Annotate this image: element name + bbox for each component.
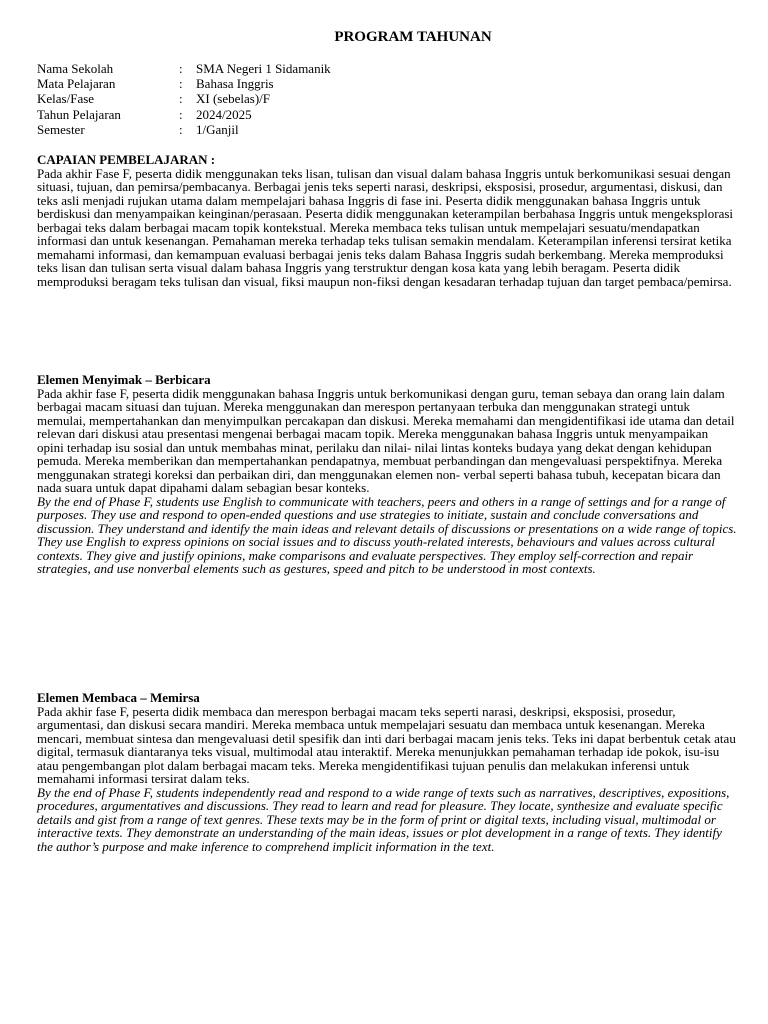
membaca-section — [37, 691, 737, 853]
menyimak-heading: Elemen Menyimak – Berbicara — [37, 372, 211, 387]
identity-row-year — [37, 107, 737, 122]
membaca-paragraph-en: By the end of Phase F, students independently read and respond to a wide range of texts such as narratives, descriptives, expositions, procedures, argumentatives and discussions. They read to learn and read for pleasure. They locate, synthesize and evaluate specific details and gist from a range of text genres. These texts may be in the form of print or digital texts, including visual, multimodal or interactive texts. They demonstrate an understanding of the main ideas, issues or plot development in a range of texts. They identify the author’s purpose and make inference to comprehend implicit information in the text. — [37, 784, 730, 854]
menyimak-paragraph-id: Pada akhir fase F, peserta didik menggunakan bahasa Inggris untuk berkomunikasi dengan guru, teman sebaya dan orang lain dalam berbagai macam situasi dan tujuan. Mereka menggunakan dan merespon pertanyaan terbuka dan menggunakan strategi untuk memulai, mempertahankan dan menyimpulkan percakapan dan diskusi. Mereka memahami dan mengidentifikasi ide utama dan detail relevan dari diskusi atau presentasi mengenai berbagai macam topik. Mereka menggunakan bahasa Inggris untuk menyampaikan opini terhadap isu sosial dan untuk membahas minat, perilaku dan nilai- nilai lintas konteks budaya yang dekat dengan kehidupan pemuda. Mereka memberikan dan mempertahankan pendapatnya, membuat perbandingan dan mengevaluasi perspektifnya. Mereka menggunakan strategi koreksi dan perbaikan diri, dan menggunakan elemen non- verbal seperti bahasa tubuh, kecepatan bicara dan nada suara untuk dapat dipahami dalam sebagian besar konteks. — [37, 385, 735, 495]
identity-table — [37, 61, 737, 137]
identity-row-semester — [37, 122, 737, 137]
identity-row-school — [37, 61, 737, 76]
identity-value: 1/Ganjil — [196, 121, 239, 137]
identity-value: XI (sebelas)/F — [196, 91, 271, 107]
capaian-heading: CAPAIAN PEMBELAJARAN : — [37, 152, 216, 167]
identity-label: Mata Pelajaran — [37, 76, 116, 92]
identity-label: Tahun Pelajaran — [37, 106, 121, 122]
identity-label: Nama Sekolah — [37, 61, 114, 76]
identity-value: SMA Negeri 1 Sidamanik — [196, 61, 331, 76]
membaca-heading: Elemen Membaca – Memirsa — [37, 690, 200, 705]
identity-label: Kelas/Fase — [37, 91, 95, 107]
menyimak-section — [37, 373, 737, 576]
identity-colon: : — [179, 76, 183, 92]
identity-colon: : — [179, 91, 183, 107]
menyimak-paragraph-en: By the end of Phase F, students use English to communicate with teachers, peers and others in a range of settings and for a range of purposes. They use and respond to open-ended questions and use strategies to initiate, sustain and conclude conversations and discussion. They understand and identify the main ideas and relevant details of discussions or presentations on a wide range of topics. They use English to express opinions on social issues and to discuss youth-related interests, behaviours and values across cultural contexts. They give and justify opinions, make comparisons and evaluate perspectives. They employ self-correction and repair strategies, and use nonverbal elements such as gestures, speed and pitch to be understood in most contexts. — [37, 493, 737, 576]
identity-colon: : — [179, 121, 183, 137]
document-title: PROGRAM TAHUNAN — [334, 29, 492, 45]
capaian-section — [37, 153, 737, 288]
identity-row-subject — [37, 76, 737, 91]
identity-row-class — [37, 91, 737, 106]
identity-colon: : — [179, 106, 183, 122]
identity-colon: : — [179, 61, 183, 76]
capaian-paragraph: Pada akhir Fase F, peserta didik menggunakan teks lisan, tulisan dan visual dalam bahasa Inggris untuk berkomunikasi sesuai dengan situasi, tujuan, dan pemirsa/pembacanya. Berbagai jenis teks seperti narasi, deskripsi, eksposisi, prosedur, argumentasi, diskusi, dan teks asli menjadi rujukan utama dalam mempelajari bahasa Inggris di fase ini. Peserta didik menggunakan bahasa Inggris untuk berdiskusi dan menyampaikan keinginan/perasaan. Peserta didik menggunakan keterampilan berbahasa Inggris untuk mengeksplorasi berbagai teks dalam berbagai macam topik kontekstual. Mereka membaca teks tulisan untuk mempelajari sesuatu/mendapatkan informasi dan untuk kesenangan. Pemahaman mereka terhadap teks tulisan semakin mendalam. Keterampilan inferensi tersirat ketika memahami informasi, dan kemampuan evaluasi berbagai jenis teks dalam Bahasa Inggris sudah berkembang. Mereka memproduksi teks lisan dan tulisan serta visual dalam bahasa Inggris yang terstruktur dengan kosa kata yang lebih beragam. Peserta didik memproduksi beragam teks tulisan dan visual, fiksi maupun non-fiksi dengan kesadaran terhadap tujuan dan target pembaca/pemirsa. — [37, 165, 734, 289]
membaca-paragraph-id: Pada akhir fase F, peserta didik membaca dan merespon berbagai macam teks seperti narasi, deskripsi, eksposisi, prosedur, argumentasi, dan diskusi secara mandiri. Mereka membaca untuk mempelajari sesuatu dan membaca untuk kesenangan. Mereka mencari, membuat sintesa dan mengevaluasi detil spesifik dan inti dari berbagai macam jenis teks. Teks ini dapat berbentuk cetak atau digital, termasuk diantaranya teks visual, multimodal atau interaktif. Mereka menunjukkan pemahaman terhadap ide pokok, isu-isu atau pengembangan plot dalam berbagai macam teks. Mereka mengidentifikasi tujuan penulis dan melakukan inferensi untuk memahami informasi tersirat dalam teks. — [37, 703, 736, 786]
identity-label: Semester — [37, 121, 85, 137]
identity-value: Bahasa Inggris — [196, 76, 274, 92]
identity-value: 2024/2025 — [196, 106, 252, 122]
